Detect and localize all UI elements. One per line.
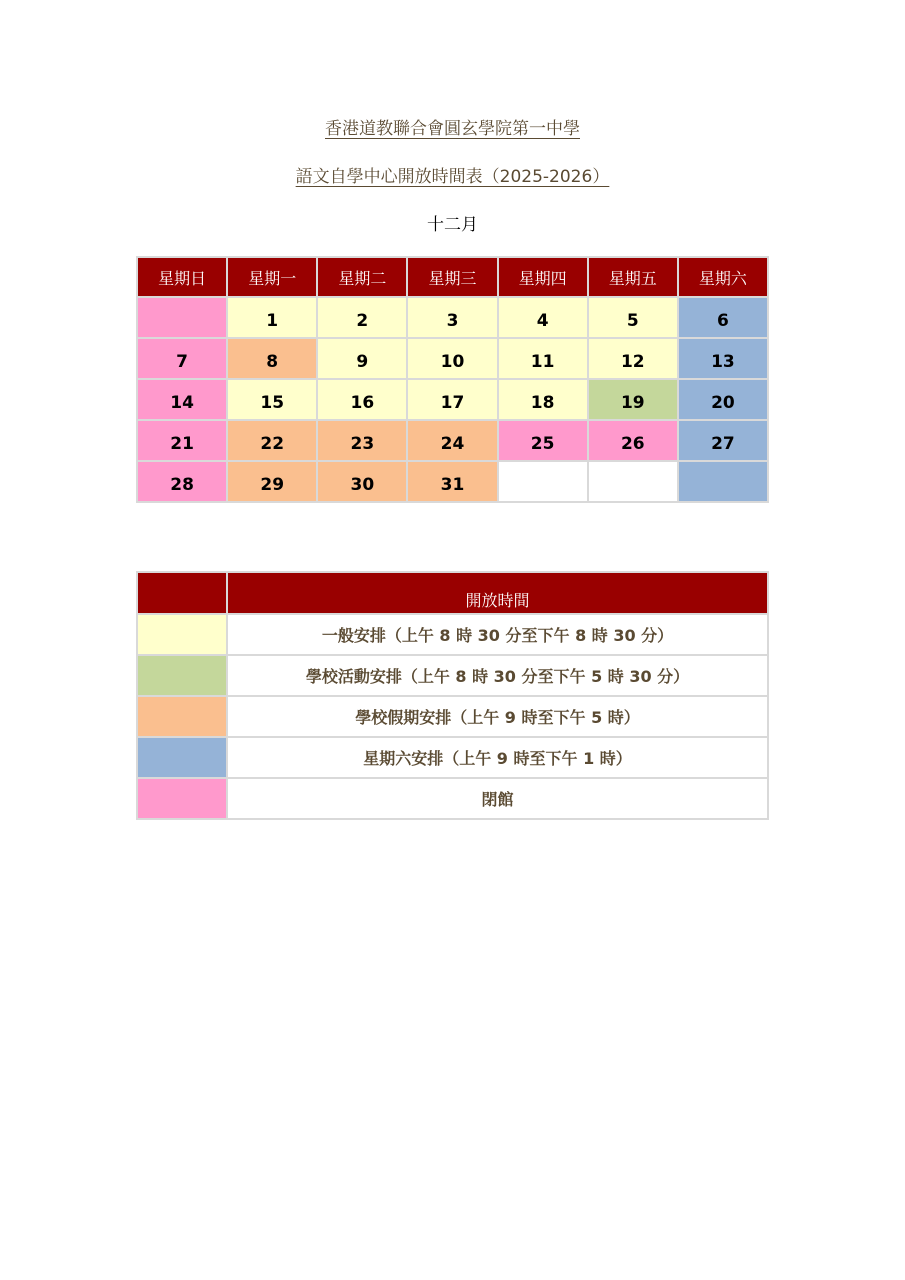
day-cell-3: 3 xyxy=(408,298,496,337)
day-cell-20: 20 xyxy=(679,380,767,419)
legend-label-holiday: 學校假期安排（上午 9 時至下午 5 時） xyxy=(228,697,767,736)
day-cell-19: 19 xyxy=(589,380,677,419)
day-cell-4: 4 xyxy=(499,298,587,337)
legend-row xyxy=(138,656,767,695)
day-cell-26: 26 xyxy=(589,421,677,460)
day-cell-empty xyxy=(589,462,677,501)
day-cell-31: 31 xyxy=(408,462,496,501)
day-cell-24: 24 xyxy=(408,421,496,460)
calendar-table xyxy=(136,256,769,503)
weekday-fri: 星期五 xyxy=(589,258,677,296)
day-cell-12: 12 xyxy=(589,339,677,378)
day-cell-1: 1 xyxy=(228,298,316,337)
legend-swatch-closed xyxy=(138,779,226,818)
day-cell-11: 11 xyxy=(499,339,587,378)
day-cell-10: 10 xyxy=(408,339,496,378)
day-cell-6: 6 xyxy=(679,298,767,337)
legend-label-saturday: 星期六安排（上午 9 時至下午 1 時） xyxy=(228,738,767,777)
weekday-tue: 星期二 xyxy=(318,258,406,296)
day-cell-27: 27 xyxy=(679,421,767,460)
weekday-mon: 星期一 xyxy=(228,258,316,296)
legend-header-blank xyxy=(138,573,226,613)
day-cell-13: 13 xyxy=(679,339,767,378)
schedule-title: 語文自學中心開放時間表（2025-2026） xyxy=(295,167,610,187)
weekday-sat: 星期六 xyxy=(679,258,767,296)
calendar-week-row xyxy=(138,421,767,460)
weekday-header-row xyxy=(138,258,767,296)
day-cell-empty xyxy=(138,298,226,337)
legend-label-general: 一般安排（上午 8 時 30 分至下午 8 時 30 分） xyxy=(228,615,767,654)
day-cell-7: 7 xyxy=(138,339,226,378)
day-cell-8: 8 xyxy=(228,339,316,378)
calendar-week-row xyxy=(138,298,767,337)
day-cell-14: 14 xyxy=(138,380,226,419)
day-cell-30: 30 xyxy=(318,462,406,501)
legend-row xyxy=(138,738,767,777)
day-cell-21: 21 xyxy=(138,421,226,460)
legend-label-closed: 閉館 xyxy=(228,779,767,818)
month-label: 十二月 xyxy=(427,215,478,235)
day-cell-17: 17 xyxy=(408,380,496,419)
day-cell-18: 18 xyxy=(499,380,587,419)
legend-label-activity: 學校活動安排（上午 8 時 30 分至下午 5 時 30 分） xyxy=(228,656,767,695)
day-cell-16: 16 xyxy=(318,380,406,419)
day-cell-22: 22 xyxy=(228,421,316,460)
day-cell-29: 29 xyxy=(228,462,316,501)
calendar-week-row xyxy=(138,380,767,419)
legend-swatch-saturday xyxy=(138,738,226,777)
legend-header-row xyxy=(138,573,767,613)
calendar-week-row xyxy=(138,462,767,501)
legend-table xyxy=(136,571,769,820)
day-cell-28: 28 xyxy=(138,462,226,501)
legend-swatch-holiday xyxy=(138,697,226,736)
day-cell-23: 23 xyxy=(318,421,406,460)
legend-swatch-general xyxy=(138,615,226,654)
day-cell-2: 2 xyxy=(318,298,406,337)
calendar-week-row xyxy=(138,339,767,378)
legend-header-title: 開放時間 xyxy=(228,573,767,613)
weekday-thu: 星期四 xyxy=(499,258,587,296)
legend-row xyxy=(138,615,767,654)
calendar-body xyxy=(138,298,767,501)
legend-row xyxy=(138,779,767,818)
weekday-wed: 星期三 xyxy=(408,258,496,296)
day-cell-empty xyxy=(499,462,587,501)
legend-row xyxy=(138,697,767,736)
day-cell-empty xyxy=(679,462,767,501)
weekday-sun: 星期日 xyxy=(138,258,226,296)
legend-swatch-activity xyxy=(138,656,226,695)
day-cell-15: 15 xyxy=(228,380,316,419)
day-cell-9: 9 xyxy=(318,339,406,378)
day-cell-25: 25 xyxy=(499,421,587,460)
school-name: 香港道教聯合會圓玄學院第一中學 xyxy=(325,119,580,139)
day-cell-5: 5 xyxy=(589,298,677,337)
